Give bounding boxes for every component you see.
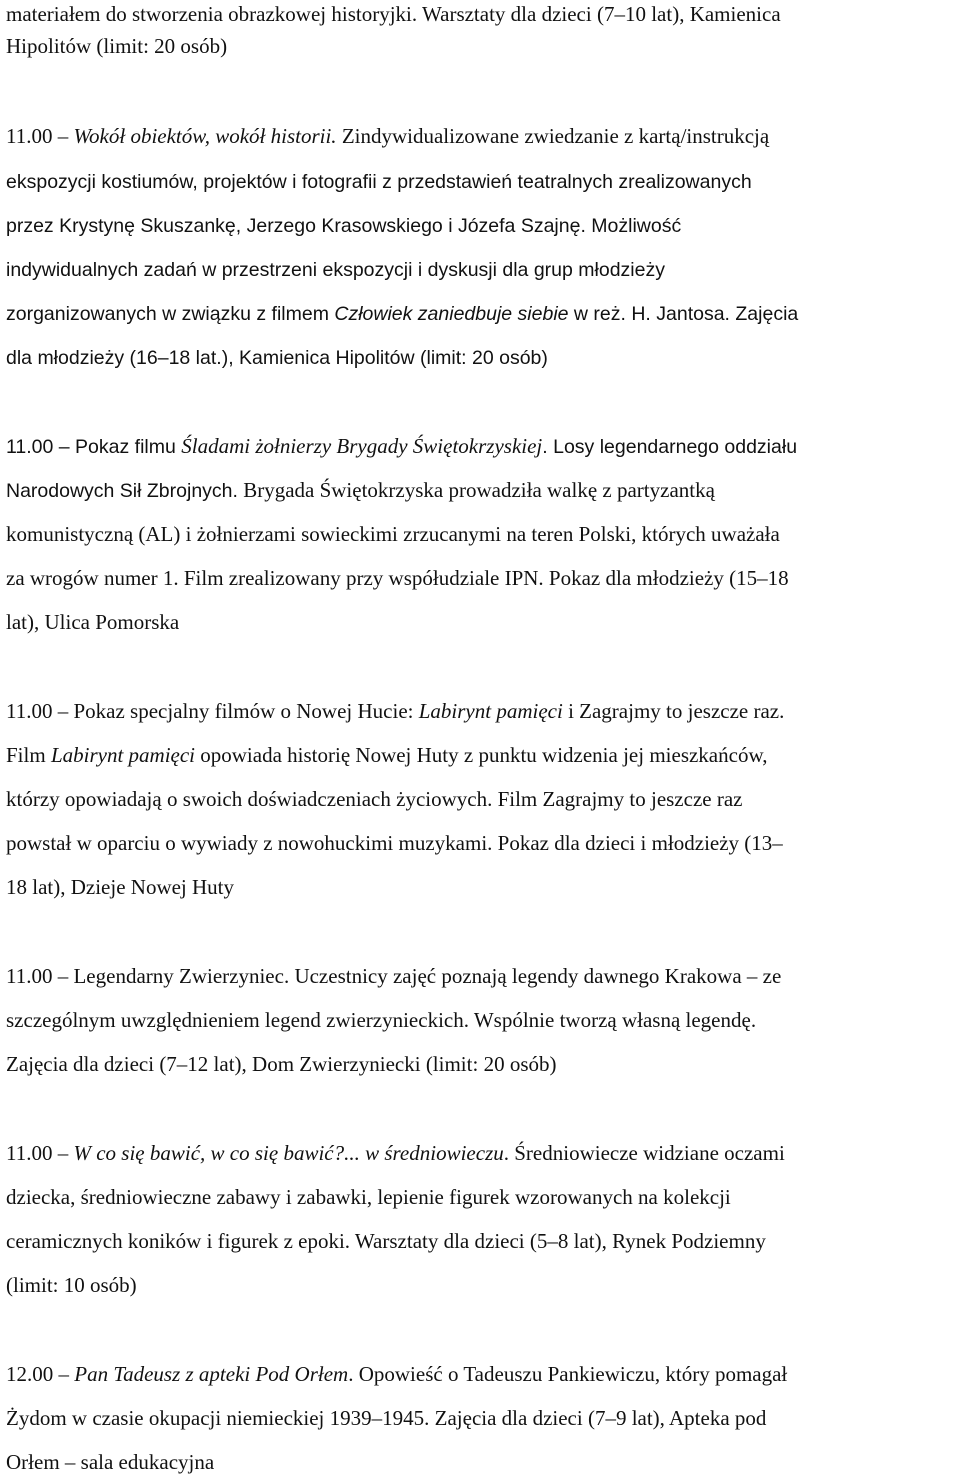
italic-title-span: Wokół obiektów, wokół historii. — [73, 124, 337, 148]
italic-title-span: Pan Tadeusz z apteki Pod Orłem — [74, 1362, 349, 1386]
text-line — [6, 962, 781, 990]
text-line — [6, 829, 783, 857]
text-span: za wrogów numer 1. Film zrealizowany przy współudziale IPN. Pokaz dla młodzieży (15–18 — [6, 566, 789, 590]
text-line — [6, 299, 798, 328]
text-span: 12.00 – — [6, 1362, 75, 1386]
text-line — [6, 211, 681, 240]
text-span: 11.00 – Pokaz filmu — [6, 436, 182, 458]
text-span: Orłem – sala edukacyjna — [6, 1450, 215, 1474]
text-span: opowiada historię Nowej Huty z punktu widzenia jej mieszkańców, — [195, 743, 768, 767]
text-span: Film — [6, 743, 51, 767]
text-span: (limit: 10 osób) — [6, 1273, 137, 1297]
text-span: ekspozycji kostiumów, projektów i fotografii z przedstawień teatralnych zrealizowanych — [6, 171, 752, 193]
text-span: materiałem do stworzenia obrazkowej historyjki. Warsztaty dla dzieci (7–10 lat), Kamienica — [6, 2, 781, 26]
text-span: Hipolitów (limit: 20 osób) — [6, 34, 228, 58]
text-line — [6, 785, 742, 813]
text-span: Narodowych Sił Zbrojnych. — [6, 480, 238, 502]
text-span: dla młodzieży (16–18 lat.), Kamienica Hipolitów (limit: 20 osób) — [6, 347, 548, 369]
text-span: Brygada Świętokrzyska prowadziła walkę z partyzantką — [237, 478, 715, 502]
text-line — [6, 167, 752, 196]
text-span: 11.00 – Legendarny Zwierzyniec. Uczestnicy zajęć poznają legendy dawnego Krakowa – ze — [6, 964, 782, 988]
text-span: . Opowieść o Tadeuszu Pankiewiczu, który pomagał — [348, 1362, 788, 1386]
text-span: Zajęcia dla dzieci (7–12 lat), Dom Zwierzyniecki (limit: 20 osób) — [6, 1052, 557, 1076]
text-span: 11.00 – — [6, 124, 74, 148]
text-span: Zindywidualizowane zwiedzanie z kartą/instrukcją — [336, 124, 770, 148]
text-line — [6, 32, 227, 60]
text-line — [6, 1404, 766, 1432]
text-line — [6, 255, 665, 284]
italic-title-span: Labirynt pamięci — [50, 743, 196, 767]
text-line — [6, 1006, 756, 1034]
text-span: dziecka, średniowieczne zabawy i zabawki, lepienie figurek wzorowanych na kolekcji — [6, 1185, 731, 1209]
text-line — [6, 741, 768, 769]
text-line — [6, 432, 797, 461]
text-span: którzy opowiadają o swoich doświadczeniach życiowych. Film Zagrajmy to jeszcze raz — [6, 787, 743, 811]
text-span: szczególnym uwzględnieniem legend zwierzynieckich. Wspólnie tworzą własną legendę. — [6, 1008, 757, 1032]
text-span: zorganizowanych w związku z filmem — [6, 303, 335, 325]
text-span: przez Krystynę Skuszankę, Jerzego Krasowskiego i Józefa Szajnę. Możliwość — [6, 215, 682, 237]
text-span: 18 lat), Dzieje Nowej Huty — [6, 875, 235, 899]
italic-title-span: Człowiek zaniedbuje siebie — [334, 303, 569, 325]
text-span: i Zagrajmy to jeszcze raz. — [562, 699, 785, 723]
text-span: komunistyczną (AL) i żołnierzami sowieckimi zrzucanymi na teren Polski, których uważała — [6, 522, 780, 546]
text-line — [6, 564, 789, 592]
text-line — [6, 1448, 214, 1476]
text-line — [6, 476, 715, 505]
text-line — [6, 1183, 731, 1211]
italic-title-span: W co się bawić, w co się bawić?... w średniowieczu — [73, 1141, 504, 1165]
text-line — [6, 520, 780, 548]
text-span: 11.00 – — [6, 1141, 74, 1165]
text-span: 11.00 – Pokaz specjalny filmów o Nowej Hucie: — [6, 699, 419, 723]
text-line — [6, 1227, 766, 1255]
text-line — [6, 1360, 787, 1388]
italic-title-span: Labirynt pamięci — [418, 699, 563, 723]
text-span: indywidualnych zadań w przestrzeni ekspozycji i dyskusji dla grup młodzieży — [6, 259, 665, 281]
text-span: . Średniowiecze widziane oczami — [503, 1141, 785, 1165]
text-line — [6, 608, 179, 636]
text-line — [6, 1271, 137, 1299]
text-span: powstał w oparciu o wywiady z nowohuckimi muzykami. Pokaz dla dzieci i młodzieży (13– — [6, 831, 783, 855]
text-span: w reż. H. Jantosa. Zajęcia — [568, 303, 799, 325]
italic-title-span: Śladami żołnierzy Brygady Świętokrzyskiej — [181, 434, 543, 458]
text-span: ceramicznych koników i figurek z epoki. Warsztaty dla dzieci (5–8 lat), Rynek Podziemny — [6, 1229, 766, 1253]
text-span: . Losy legendarnego oddziału — [542, 436, 798, 458]
text-line — [6, 122, 769, 150]
text-line — [6, 1139, 785, 1167]
text-span: Żydom w czasie okupacji niemieckiej 1939–1945. Zajęcia dla dzieci (7–9 lat), Apteka pod — [6, 1406, 767, 1430]
text-line — [6, 0, 781, 28]
text-line — [6, 343, 548, 372]
text-line — [6, 1050, 556, 1078]
text-line — [6, 697, 784, 725]
text-line — [6, 873, 234, 901]
text-span: lat), Ulica Pomorska — [6, 610, 180, 634]
